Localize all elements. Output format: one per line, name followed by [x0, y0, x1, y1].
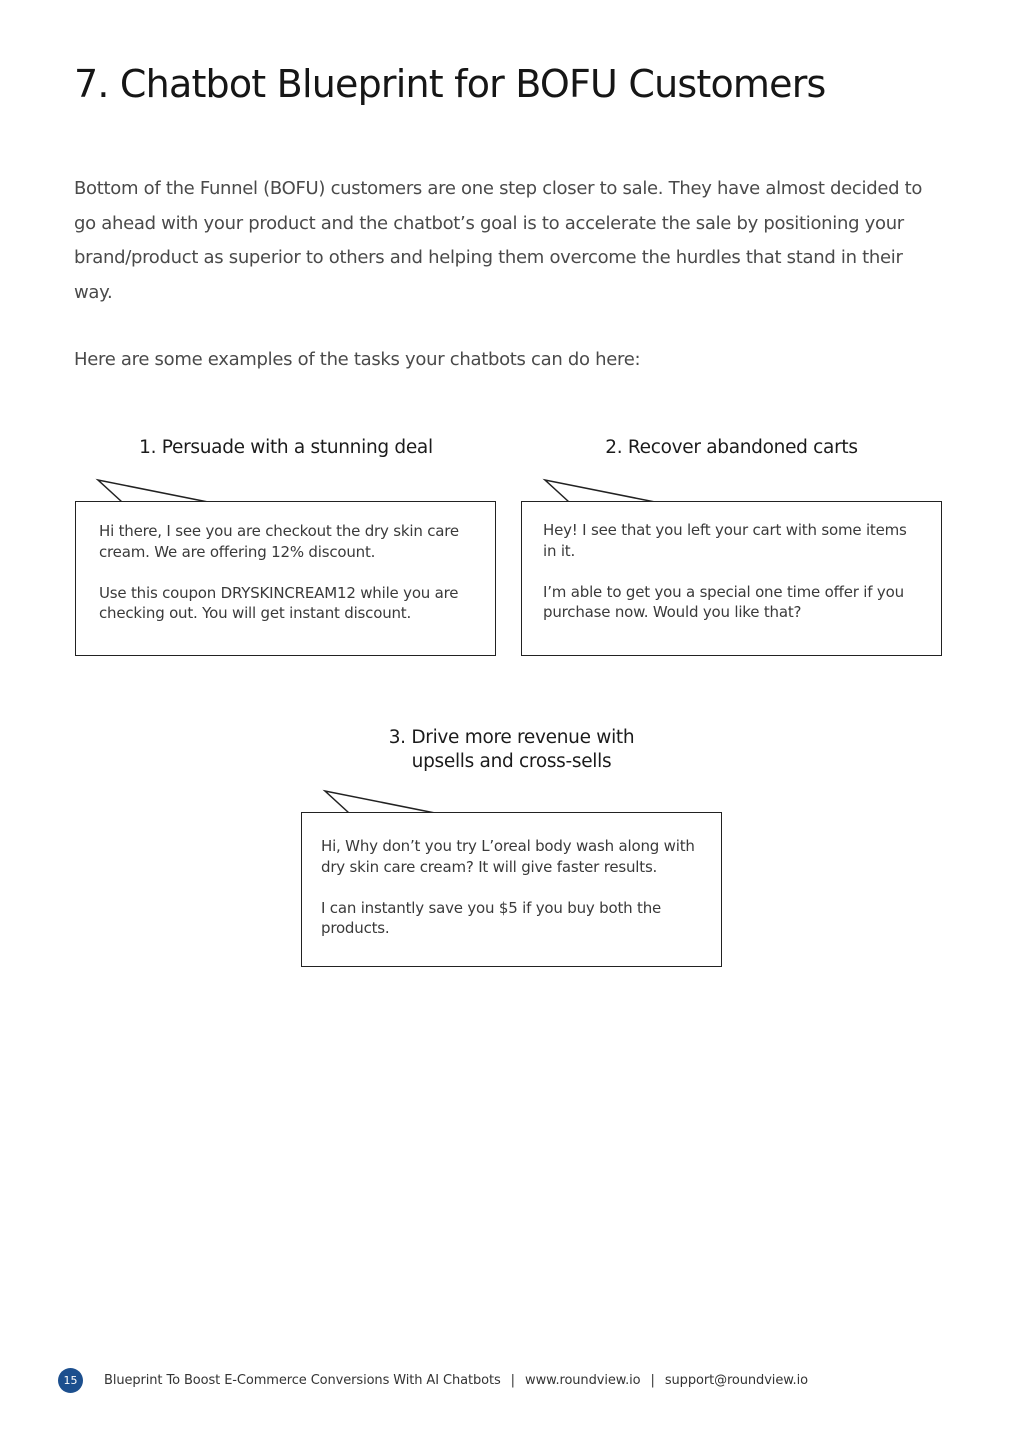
- intro-paragraph: Bottom of the Funnel (BOFU) customers are one step closer to sale. They have almost decided to go ahead with your product and the chatbot’s goal is to accelerate the sale by positioning your brand/product as superior to others and helping them overcome the hurdles that stand in their way.: [74, 178, 923, 303]
- page-footer: [58, 1367, 808, 1393]
- page-number-badge: 15: [58, 1368, 83, 1393]
- example-1-heading: 1. Persuade with a stunning deal: [139, 437, 433, 458]
- example-1-message-1: Hi there, I see you are checkout the dry skin care cream. We are offering 12% discount.: [99, 522, 459, 561]
- example-2-chat-bubble: [521, 501, 942, 656]
- example-3-message-1: Hi, Why don’t you try L’oreal body wash along with dry skin care cream? It will give faster results.: [321, 837, 695, 876]
- example-3-message-2: I can instantly save you $5 if you buy both the products.: [321, 898, 662, 937]
- example-2-message-1: Hey! I see that you left your cart with some items in it.: [543, 521, 907, 560]
- example-3-heading: [300, 726, 723, 774]
- example-1-chat-bubble: [75, 501, 496, 656]
- footer-website-link[interactable]: www.roundview.io: [525, 1372, 641, 1388]
- footer-email-link[interactable]: support@roundview.io: [664, 1372, 808, 1388]
- example-3-chat-bubble: [301, 812, 722, 967]
- example-3-heading-line-1: 3. Drive more revenue with: [388, 727, 635, 748]
- page-title: 7. Chatbot Blueprint for BOFU Customers: [74, 62, 826, 106]
- footer-document-title: Blueprint To Boost E-Commerce Conversions With AI Chatbots: [104, 1372, 501, 1388]
- footer-separator: |: [650, 1372, 655, 1388]
- example-2-heading: 2. Recover abandoned carts: [605, 437, 858, 458]
- example-1-message-2: Use this coupon DRYSKINCREAM12 while you are checking out. You will get instant discount.: [99, 583, 459, 622]
- footer-separator: |: [510, 1372, 516, 1388]
- example-2-message-2: I’m able to get you a special one time offer if you purchase now. Would you like that?: [543, 582, 904, 621]
- example-3-heading-line-2: upsells and cross-sells: [411, 751, 612, 772]
- examples-lead-text: Here are some examples of the tasks your chatbots can do here:: [74, 349, 641, 370]
